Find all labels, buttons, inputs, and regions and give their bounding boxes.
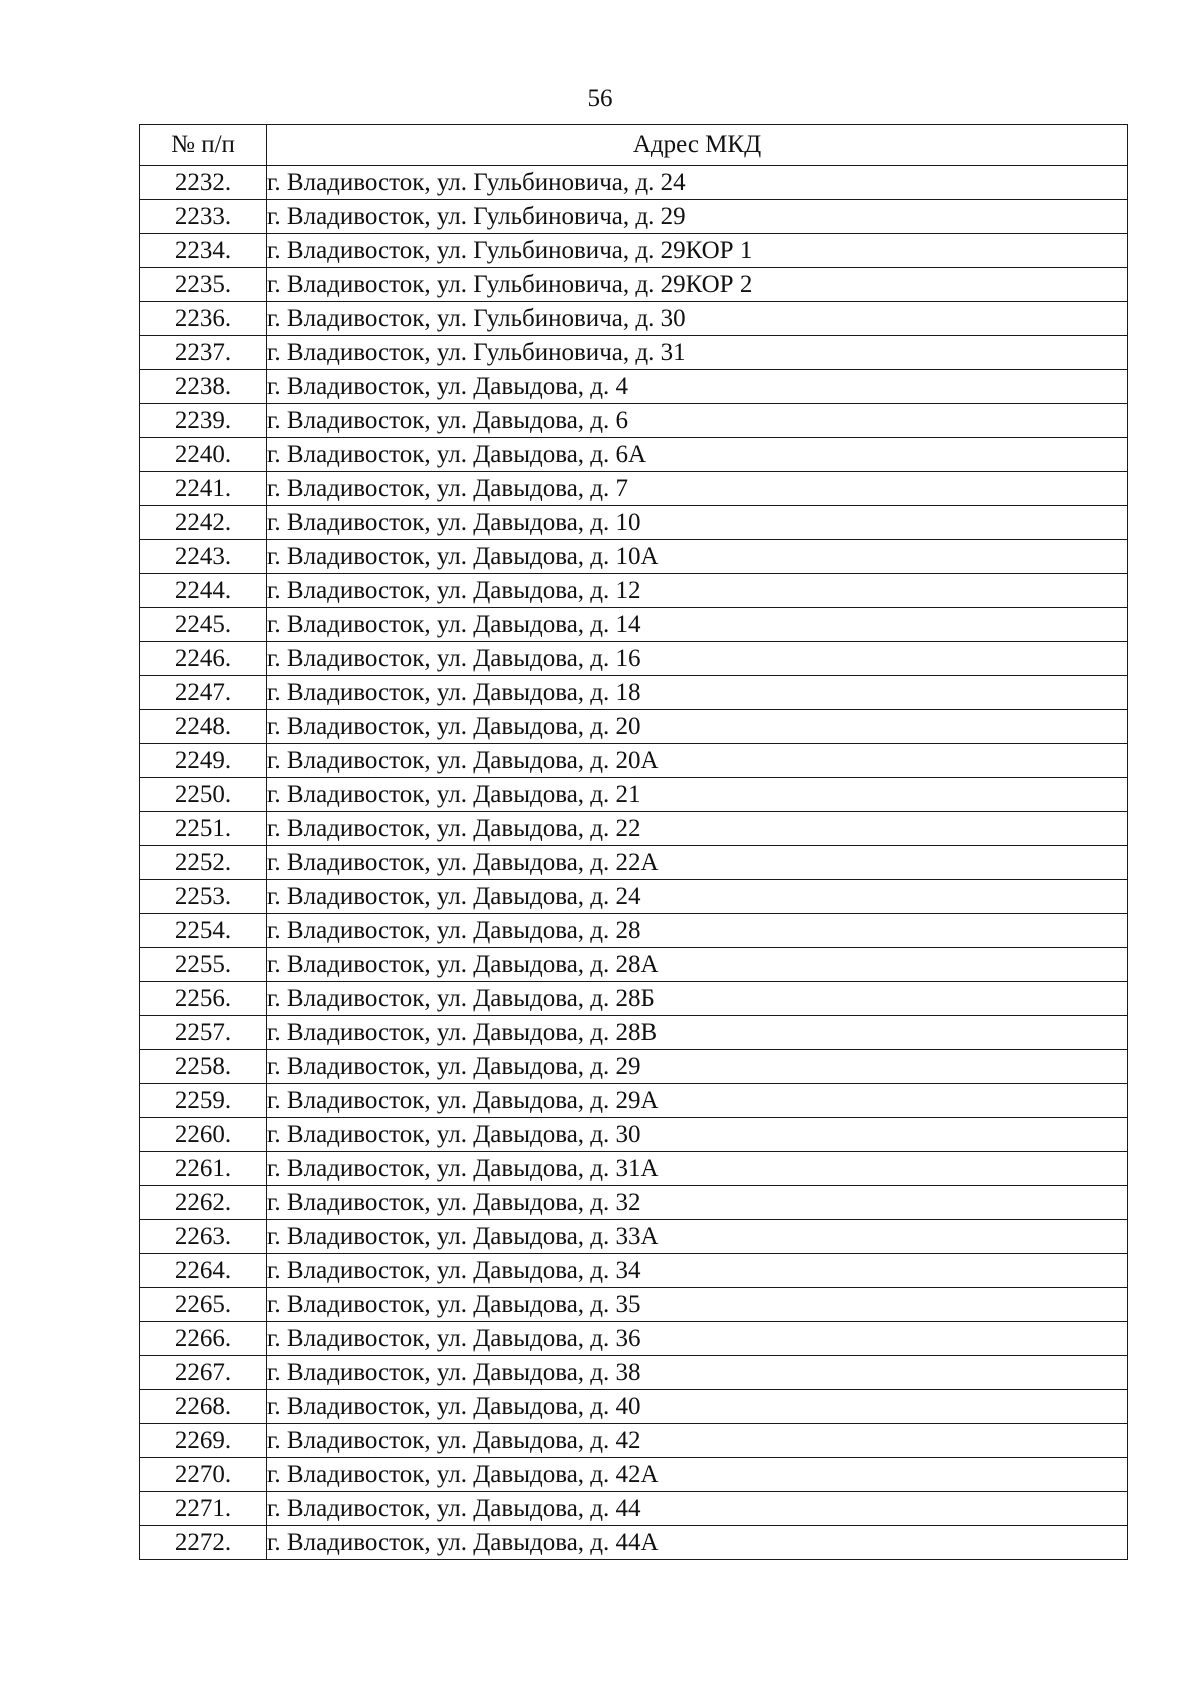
table-row	[140, 1288, 1128, 1322]
row-address-cell: г. Владивосток, ул. Давыдова, д. 20	[267, 710, 1128, 744]
row-address-cell: г. Владивосток, ул. Давыдова, д. 22	[267, 812, 1128, 846]
column-header-address: Адрес МКД	[267, 125, 1128, 166]
table-row	[140, 268, 1128, 302]
table-row	[140, 1356, 1128, 1390]
table-row	[140, 540, 1128, 574]
row-number-cell: 2251.	[140, 812, 267, 846]
table-row	[140, 948, 1128, 982]
row-address-cell: г. Владивосток, ул. Давыдова, д. 33А	[267, 1220, 1128, 1254]
row-number-cell: 2252.	[140, 846, 267, 880]
row-number-cell: 2261.	[140, 1152, 267, 1186]
row-address-cell: г. Владивосток, ул. Давыдова, д. 22А	[267, 846, 1128, 880]
row-number-cell: 2238.	[140, 370, 267, 404]
table-row	[140, 1322, 1128, 1356]
row-address-cell: г. Владивосток, ул. Гульбиновича, д. 24	[267, 166, 1128, 200]
row-address-cell: г. Владивосток, ул. Давыдова, д. 34	[267, 1254, 1128, 1288]
row-number-cell: 2253.	[140, 880, 267, 914]
row-number-cell: 2248.	[140, 710, 267, 744]
table-row	[140, 846, 1128, 880]
row-address-cell: г. Владивосток, ул. Давыдова, д. 32	[267, 1186, 1128, 1220]
row-number-cell: 2264.	[140, 1254, 267, 1288]
table-row	[140, 166, 1128, 200]
row-number-cell: 2266.	[140, 1322, 267, 1356]
table-row	[140, 1118, 1128, 1152]
table-row	[140, 812, 1128, 846]
table-row	[140, 1254, 1128, 1288]
row-number-cell: 2242.	[140, 506, 267, 540]
row-address-cell: г. Владивосток, ул. Гульбиновича, д. 31	[267, 336, 1128, 370]
row-number-cell: 2254.	[140, 914, 267, 948]
table-row	[140, 302, 1128, 336]
row-address-cell: г. Владивосток, ул. Давыдова, д. 44А	[267, 1526, 1128, 1560]
row-number-cell: 2234.	[140, 234, 267, 268]
row-number-cell: 2257.	[140, 1016, 267, 1050]
row-address-cell: г. Владивосток, ул. Давыдова, д. 20А	[267, 744, 1128, 778]
row-address-cell: г. Владивосток, ул. Давыдова, д. 16	[267, 642, 1128, 676]
row-address-cell: г. Владивосток, ул. Давыдова, д. 6	[267, 404, 1128, 438]
row-address-cell: г. Владивосток, ул. Давыдова, д. 28А	[267, 948, 1128, 982]
row-address-cell: г. Владивосток, ул. Давыдова, д. 42А	[267, 1458, 1128, 1492]
row-address-cell: г. Владивосток, ул. Гульбиновича, д. 29КОР 2	[267, 268, 1128, 302]
row-number-cell: 2270.	[140, 1458, 267, 1492]
row-address-cell: г. Владивосток, ул. Давыдова, д. 42	[267, 1424, 1128, 1458]
row-address-cell: г. Владивосток, ул. Давыдова, д. 28В	[267, 1016, 1128, 1050]
row-address-cell: г. Владивосток, ул. Давыдова, д. 44	[267, 1492, 1128, 1526]
row-address-cell: г. Владивосток, ул. Давыдова, д. 30	[267, 1118, 1128, 1152]
row-address-cell: г. Владивосток, ул. Давыдова, д. 40	[267, 1390, 1128, 1424]
row-address-cell: г. Владивосток, ул. Давыдова, д. 7	[267, 472, 1128, 506]
row-address-cell: г. Владивосток, ул. Давыдова, д. 6А	[267, 438, 1128, 472]
table-row	[140, 880, 1128, 914]
row-address-cell: г. Владивосток, ул. Давыдова, д. 10	[267, 506, 1128, 540]
row-address-cell: г. Владивосток, ул. Давыдова, д. 36	[267, 1322, 1128, 1356]
row-address-cell: г. Владивосток, ул. Давыдова, д. 21	[267, 778, 1128, 812]
row-number-cell: 2244.	[140, 574, 267, 608]
row-number-cell: 2241.	[140, 472, 267, 506]
table-row	[140, 710, 1128, 744]
table-row	[140, 1084, 1128, 1118]
row-number-cell: 2247.	[140, 676, 267, 710]
row-number-cell: 2259.	[140, 1084, 267, 1118]
row-number-cell: 2268.	[140, 1390, 267, 1424]
row-number-cell: 2236.	[140, 302, 267, 336]
row-number-cell: 2265.	[140, 1288, 267, 1322]
row-number-cell: 2233.	[140, 200, 267, 234]
row-address-cell: г. Владивосток, ул. Давыдова, д. 10А	[267, 540, 1128, 574]
row-address-cell: г. Владивосток, ул. Давыдова, д. 35	[267, 1288, 1128, 1322]
table-row	[140, 676, 1128, 710]
table-row	[140, 200, 1128, 234]
row-address-cell: г. Владивосток, ул. Давыдова, д. 28Б	[267, 982, 1128, 1016]
column-header-number: № п/п	[140, 125, 267, 166]
row-number-cell: 2271.	[140, 1492, 267, 1526]
table-row	[140, 1016, 1128, 1050]
row-number-cell: 2258.	[140, 1050, 267, 1084]
row-number-cell: 2240.	[140, 438, 267, 472]
table-row	[140, 1492, 1128, 1526]
table-row	[140, 778, 1128, 812]
row-number-cell: 2243.	[140, 540, 267, 574]
row-number-cell: 2250.	[140, 778, 267, 812]
row-number-cell: 2260.	[140, 1118, 267, 1152]
row-address-cell: г. Владивосток, ул. Давыдова, д. 29А	[267, 1084, 1128, 1118]
row-number-cell: 2237.	[140, 336, 267, 370]
row-number-cell: 2232.	[140, 166, 267, 200]
table-row	[140, 1424, 1128, 1458]
row-number-cell: 2262.	[140, 1186, 267, 1220]
table-row	[140, 1050, 1128, 1084]
row-address-cell: г. Владивосток, ул. Давыдова, д. 18	[267, 676, 1128, 710]
row-address-cell: г. Владивосток, ул. Давыдова, д. 29	[267, 1050, 1128, 1084]
table-row	[140, 1186, 1128, 1220]
table-row	[140, 982, 1128, 1016]
row-number-cell: 2246.	[140, 642, 267, 676]
row-address-cell: г. Владивосток, ул. Давыдова, д. 12	[267, 574, 1128, 608]
table-row	[140, 914, 1128, 948]
row-address-cell: г. Владивосток, ул. Давыдова, д. 38	[267, 1356, 1128, 1390]
row-number-cell: 2249.	[140, 744, 267, 778]
row-number-cell: 2256.	[140, 982, 267, 1016]
row-address-cell: г. Владивосток, ул. Гульбиновича, д. 29	[267, 200, 1128, 234]
row-number-cell: 2269.	[140, 1424, 267, 1458]
row-address-cell: г. Владивосток, ул. Гульбиновича, д. 30	[267, 302, 1128, 336]
mkd-address-table	[139, 124, 1128, 1560]
table-row	[140, 370, 1128, 404]
row-address-cell: г. Владивосток, ул. Гульбиновича, д. 29КОР 1	[267, 234, 1128, 268]
row-address-cell: г. Владивосток, ул. Давыдова, д. 14	[267, 608, 1128, 642]
table-header-row	[140, 125, 1128, 166]
table-row	[140, 472, 1128, 506]
row-number-cell: 2239.	[140, 404, 267, 438]
page-number: 56	[587, 85, 613, 112]
table-row	[140, 1152, 1128, 1186]
table-row	[140, 1458, 1128, 1492]
table-row	[140, 642, 1128, 676]
table-row	[140, 1390, 1128, 1424]
row-number-cell: 2267.	[140, 1356, 267, 1390]
table-row	[140, 506, 1128, 540]
row-number-cell: 2245.	[140, 608, 267, 642]
table-row	[140, 438, 1128, 472]
row-number-cell: 2272.	[140, 1526, 267, 1560]
row-address-cell: г. Владивосток, ул. Давыдова, д. 24	[267, 880, 1128, 914]
table-body	[140, 166, 1128, 1560]
table-row	[140, 574, 1128, 608]
table-row	[140, 404, 1128, 438]
table-row	[140, 608, 1128, 642]
row-address-cell: г. Владивосток, ул. Давыдова, д. 28	[267, 914, 1128, 948]
table-row	[140, 1220, 1128, 1254]
row-number-cell: 2263.	[140, 1220, 267, 1254]
row-number-cell: 2255.	[140, 948, 267, 982]
row-address-cell: г. Владивосток, ул. Давыдова, д. 4	[267, 370, 1128, 404]
table-row	[140, 336, 1128, 370]
row-number-cell: 2235.	[140, 268, 267, 302]
table-row	[140, 1526, 1128, 1560]
table-row	[140, 744, 1128, 778]
row-address-cell: г. Владивосток, ул. Давыдова, д. 31А	[267, 1152, 1128, 1186]
table-row	[140, 234, 1128, 268]
